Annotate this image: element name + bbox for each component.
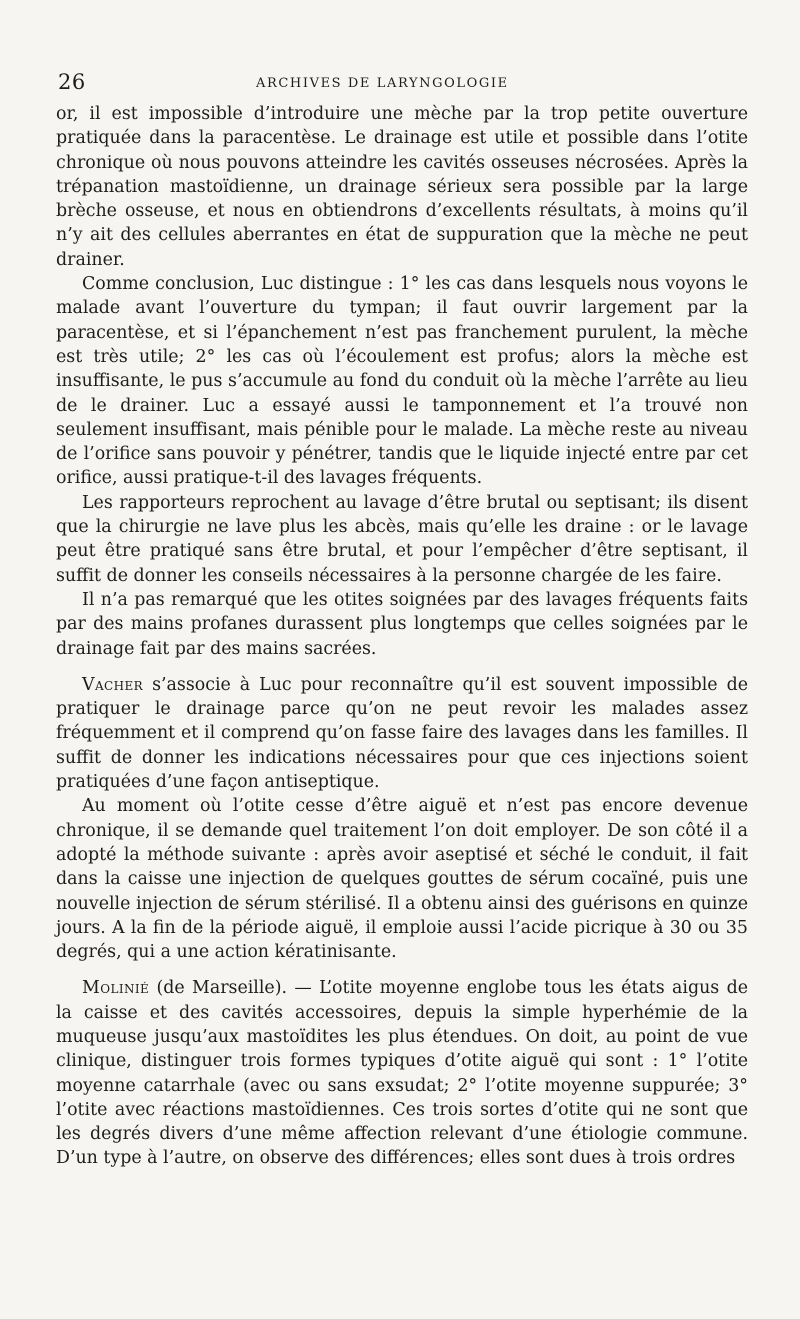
paragraph-otite-aigue: Au moment où l’otite cesse d’être aiguë et n’est pas encore devenue chronique, il se demande quel traitement l’on doit employer. De son côté il a adopté la méthode suivante : après avoir aseptisé et séché le conduit, il fait dans la caisse une injection de quelques gouttes de sérum cocaïné, puis une nouvelle injection de sérum stérilisé. Il a obtenu ainsi des guérisons en quinze jours. A la fin de la période aiguë, il emploie aussi l’acide picrique à 30 ou 35 degrés, qui a une action kératinisante.	[56, 796, 748, 963]
running-title: ARCHIVES DE LARYNGOLOGIE	[256, 76, 509, 91]
paragraph-rapporteurs: Les rapporteurs reprochent au lavage d’être brutal ou septisant; ils disent que la chirurgie ne lave plus les abcès, mais qu’elle les draine : or le lavage peut être pratiqué sans être brutal, et pour l’empêcher d’être septisant, il suffit de donner les conseils nécessaires à la personne chargée de les faire.	[56, 492, 748, 586]
speaker-name: Molinié	[82, 978, 150, 999]
paragraph-luc-conclusion: Comme conclusion, Luc distingue : 1° les cas dans lesquels nous voyons le malade avant l’ouverture du tympan; il faut ouvrir largement par la paracentèse, et si l’épanchement n’est pas franchement purulent, la mèche est très utile; 2° les cas où l’écoulement est profus; alors la mèche est insuffisante, le pus s’accumule au fond du conduit où la mèche l’arrête au lieu de le drainer. Luc a essayé aussi le tamponnement et l’a trouvé non seulement insuffisant, mais pénible pour le malade. La mèche reste au niveau de l’orifice sans pouvoir y pénétrer, tandis que le liquide injecté entre par cet orifice, aussi pratique-t-il des lavages fréquents.	[56, 274, 748, 489]
page	[56, 66, 748, 1171]
page-number: 26	[58, 70, 86, 94]
paragraph-continuation: or, il est impossible d’introduire une mèche par la trop petite ouverture pratiquée dans la paracentèse. Le drainage est utile et possible dans l’otite chronique où nous pouvons atteindre les cavités osseuses nécrosées. Après la trépanation mastoïdienne, un drainage sérieux sera possible par la large brèche osseuse, et nous en obtiendrons d’excellents résultats, à moins qu’il n’y ait des cellules aberrantes en état de suppuration que la mèche ne peut drainer.	[56, 104, 748, 270]
paragraph-text: (de Marseille). — L’otite moyenne englobe tous les états aigus de la caisse et des cavités accessoires, depuis la simple hyperhémie de la muqueuse jusqu’aux mastoïdites les plus étendues. On doit, au point de vue clinique, distinguer trois formes typiques d’otite aiguë qui sont : 1° l’otite moyenne catarrhale (avec ou sans exsudat; 2° l’otite moyenne suppurée; 3° l’otite avec réactions mastoïdiennes. Ces trois sortes d’otite qui ne sont que les degrés divers d’une même affection relevant d’une étiologie commune. D’un type à l’autre, on observe des différences; elles sont dues à trois ordres	[56, 978, 748, 1169]
paragraph-molinie	[56, 976, 748, 1170]
speaker-name: Vacher	[82, 674, 144, 695]
body-text	[56, 102, 748, 1171]
paragraph-lavages: Il n’a pas remarqué que les otites soignées par des lavages fréquents faits par des mains profanes durassent plus longtemps que celles soignées par le drainage fait par des mains sacrées.	[56, 589, 748, 659]
paragraph-text: s’associe à Luc pour reconnaître qu’il est souvent impossible de pratiquer le drainage parce qu’on ne peut revoir les malades assez fréquemment et il comprend qu’on fasse faire des lavages dans les familles. Il suffit de donner les indications nécessaires pour que ces injections soient pratiquées d’une façon antiseptique.	[56, 674, 748, 793]
paragraph-vacher	[56, 673, 748, 794]
running-head	[56, 66, 748, 102]
